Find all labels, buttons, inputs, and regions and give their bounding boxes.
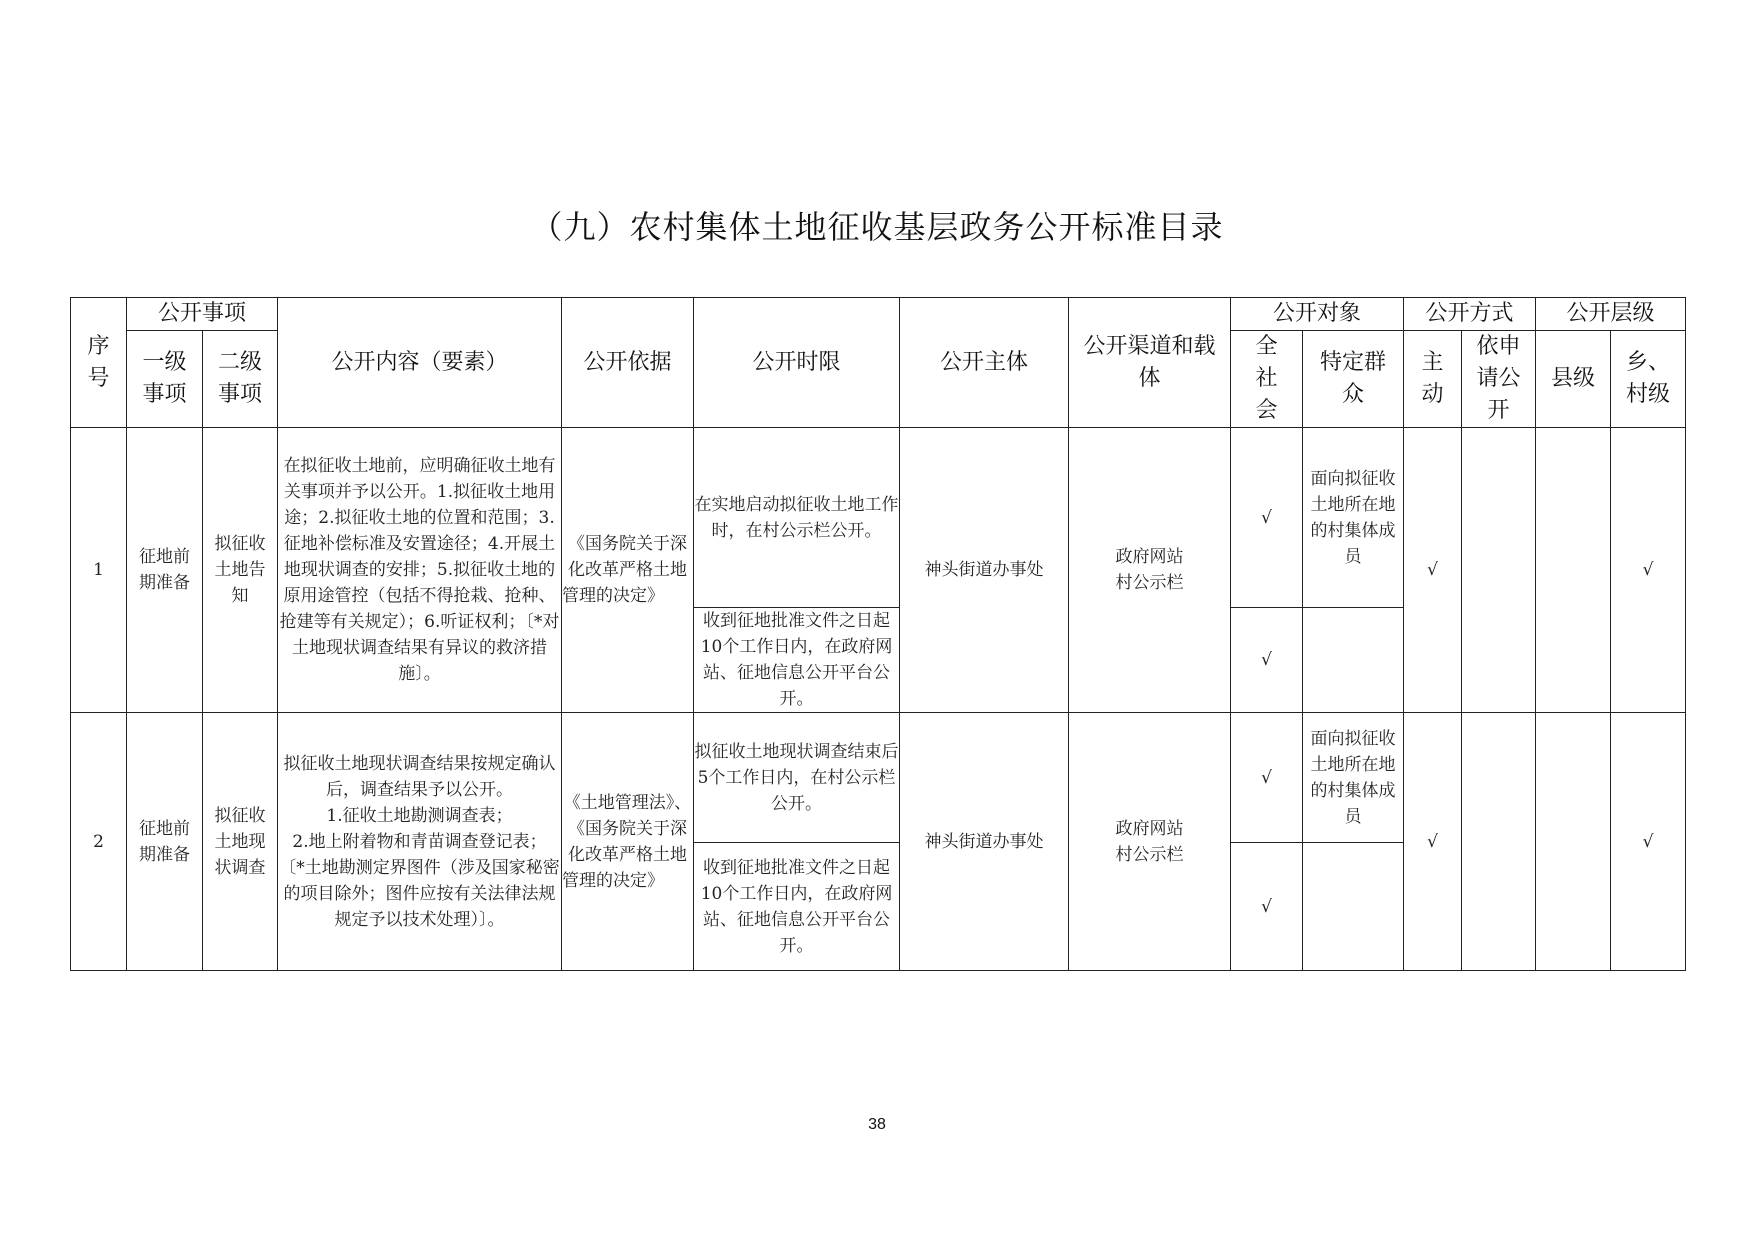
header-level: 公开层级 xyxy=(1536,298,1686,331)
header-basis: 公开依据 xyxy=(562,298,694,428)
row-mode-active-check: √ xyxy=(1404,713,1462,971)
disclosure-catalog-table xyxy=(70,297,1686,971)
row-level1: 征地前期准备 xyxy=(127,713,203,971)
row-audience-group-empty xyxy=(1303,843,1404,971)
row-level-village-check: √ xyxy=(1611,428,1686,713)
row-time-limit: 收到征地批准文件之日起10个工作日内，在政府网站、征地信息公开平台公开。 xyxy=(694,608,900,713)
header-content: 公开内容（要素） xyxy=(278,298,562,428)
row-basis: 《土地管理法》、《国务院关于深化改革严格土地管理的决定》 xyxy=(562,713,694,971)
header-level-county: 县级 xyxy=(1536,331,1611,428)
row-time-limit: 拟征收土地现状调查结束后5个工作日内，在村公示栏公开。 xyxy=(694,713,900,843)
row-level-village-check: √ xyxy=(1611,713,1686,971)
header-matter: 公开事项 xyxy=(127,298,278,331)
row-audience-group: 面向拟征收土地所在地的村集体成员 xyxy=(1303,428,1404,608)
header-mode-request: 依申请公开 xyxy=(1462,331,1536,428)
header-subject: 公开主体 xyxy=(900,298,1069,428)
table-row xyxy=(71,428,1686,608)
row-content: 拟征收土地现状调查结果按规定确认后，调查结果予以公开。 1.征收土地勘测调查表； 2.地上附着物和青苗调查登记表； 〔*土地勘测定界图件（涉及国家秘密的项目除外；图件应按有关法律法规规定予以技术处理）〕。 xyxy=(278,713,562,971)
row-basis: 《国务院关于深化改革严格土地管理的决定》 xyxy=(562,428,694,713)
header-level-village: 乡、村级 xyxy=(1611,331,1686,428)
row-level-county xyxy=(1536,428,1611,713)
page-number: 38 xyxy=(868,1116,886,1133)
header-seq: 序号 xyxy=(71,298,127,428)
table-row xyxy=(71,713,1686,843)
row-content: 在拟征收土地前，应明确征收土地有关事项并予以公开。1.拟征收土地用途；2.拟征收土地的位置和范围；3.征地补偿标准及安置途径；4.开展土地现状调查的安排；5.拟征收土地的原用途管控（包括不得抢栽、抢种、抢建等有关规定）；6.听证权利；〔*对土地现状调查结果有异议的救济措施〕。 xyxy=(278,428,562,713)
header-audience-all: 全社会 xyxy=(1231,331,1303,428)
row-time-limit: 收到征地批准文件之日起10个工作日内，在政府网站、征地信息公开平台公开。 xyxy=(694,843,900,971)
header-mode-active: 主动 xyxy=(1404,331,1462,428)
row-audience-group-empty xyxy=(1303,608,1404,713)
row-mode-request xyxy=(1462,713,1536,971)
header-time-limit: 公开时限 xyxy=(694,298,900,428)
page-title: （九）农村集体土地征收基层政务公开标准目录 xyxy=(530,208,1224,246)
header-channel: 公开渠道和载体 xyxy=(1069,298,1231,428)
row-audience-all-check: √ xyxy=(1231,843,1303,971)
row-audience-all-check: √ xyxy=(1231,428,1303,608)
row-level2: 拟征收土地告知 xyxy=(203,428,278,713)
row-mode-request xyxy=(1462,428,1536,713)
header-row-top xyxy=(71,298,1686,331)
header-audience-group: 特定群众 xyxy=(1303,331,1404,428)
row-subject: 神头街道办事处 xyxy=(900,713,1069,971)
row-seq: 1 xyxy=(71,428,127,713)
row-channel: 政府网站 村公示栏 xyxy=(1069,428,1231,713)
row-channel: 政府网站 村公示栏 xyxy=(1069,713,1231,971)
row-level-county xyxy=(1536,713,1611,971)
header-mode: 公开方式 xyxy=(1404,298,1536,331)
row-seq: 2 xyxy=(71,713,127,971)
header-level1: 一级事项 xyxy=(127,331,203,428)
row-audience-all-check: √ xyxy=(1231,713,1303,843)
header-audience: 公开对象 xyxy=(1231,298,1404,331)
row-level2: 拟征收土地现状调查 xyxy=(203,713,278,971)
row-audience-all-check: √ xyxy=(1231,608,1303,713)
row-subject: 神头街道办事处 xyxy=(900,428,1069,713)
row-level1: 征地前期准备 xyxy=(127,428,203,713)
row-time-limit: 在实地启动拟征收土地工作时，在村公示栏公开。 xyxy=(694,428,900,608)
row-audience-group: 面向拟征收土地所在地的村集体成员 xyxy=(1303,713,1404,843)
header-level2: 二级事项 xyxy=(203,331,278,428)
row-mode-active-check: √ xyxy=(1404,428,1462,713)
